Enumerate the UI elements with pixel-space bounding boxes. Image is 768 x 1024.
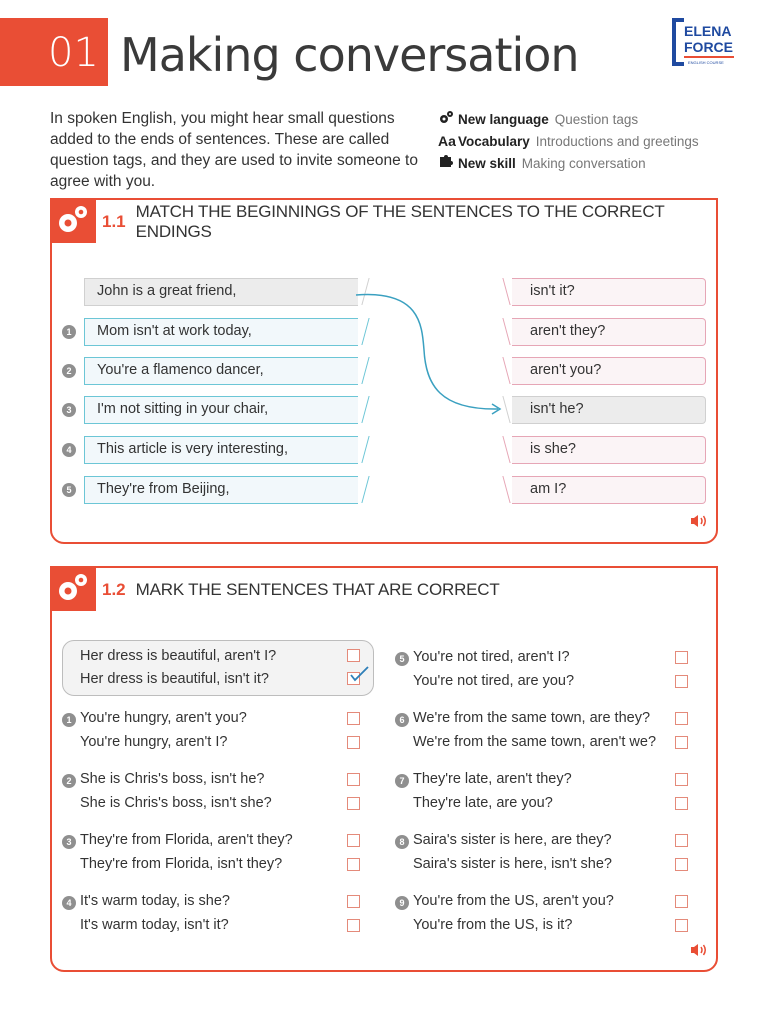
exercise-number: 1.2 [102, 580, 126, 599]
example-sentence-a: Her dress is beautiful, aren't I? [80, 648, 277, 664]
sentence-option-a: It's warm today, is she? [80, 893, 230, 909]
exercise-1-2 [50, 566, 718, 972]
checkbox[interactable] [675, 797, 688, 810]
sentence-ending[interactable]: is she? [512, 436, 706, 464]
meta-key: New language [458, 111, 549, 127]
checkbox[interactable] [347, 797, 360, 810]
sentence-option-a: Saira's sister is here, are they? [413, 832, 612, 848]
sentence-option-b: We're from the same town, aren't we? [413, 734, 657, 750]
sentence-option-a: They're late, aren't they? [413, 771, 572, 787]
item-number: 4 [62, 896, 76, 910]
sentence-option-a: They're from Florida, aren't they? [80, 832, 293, 848]
checkbox[interactable] [347, 919, 360, 932]
exercise-title: MATCH THE BEGINNINGS OF THE SENTENCES TO THE CORRECT ENDINGS [135, 202, 665, 241]
checkbox[interactable] [675, 895, 688, 908]
sentence-option-a: You're not tired, aren't I? [413, 649, 570, 665]
logo-line-3: ENGLISH COURSE [688, 60, 724, 65]
checkbox[interactable] [347, 736, 360, 749]
checkbox[interactable] [347, 895, 360, 908]
sentence-option-b: It's warm today, isn't it? [80, 917, 229, 933]
gears-icon [50, 567, 96, 611]
intro-text: In spoken English, you might hear small questions added to the ends of sentences. These are called question tags, and they are used to invite someone to agree with you. [50, 110, 418, 190]
meta-value: Making conversation [521, 155, 646, 171]
meta-key: Vocabulary [458, 133, 530, 149]
sentence-beginning[interactable]: They're from Beijing, [84, 476, 358, 504]
meta-value: Introductions and greetings [535, 133, 699, 149]
checkbox[interactable] [347, 834, 360, 847]
sentence-option-b: She is Chris's boss, isn't she? [80, 795, 272, 811]
logo-line-2: FORCE [684, 39, 733, 55]
sentence-option-b: They're from Florida, isn't they? [80, 856, 283, 872]
item-number: 1 [62, 325, 76, 339]
logo-line-1: ELENA [684, 23, 732, 39]
checkbox[interactable] [347, 858, 360, 871]
sentence-option-b: You're not tired, are you? [413, 673, 575, 689]
audio-icon[interactable] [690, 943, 708, 957]
checkbox[interactable] [675, 651, 688, 664]
sentence-option-b: You're from the US, is it? [413, 917, 573, 933]
checkbox[interactable] [675, 834, 688, 847]
sentence-ending[interactable]: aren't they? [512, 318, 706, 346]
item-number: 2 [62, 774, 76, 788]
checkbox[interactable] [675, 858, 688, 871]
item-number: 5 [62, 483, 76, 497]
sentence-option-a: You're hungry, aren't you? [80, 710, 247, 726]
sentence-option-a: You're from the US, aren't you? [413, 893, 614, 909]
sentence-beginning[interactable]: Mom isn't at work today, [84, 318, 358, 346]
item-number: 6 [395, 713, 409, 727]
item-number: 2 [62, 364, 76, 378]
example-sentence-b: Her dress is beautiful, isn't it? [80, 671, 269, 687]
checkbox[interactable] [675, 919, 688, 932]
sentence-beginning[interactable]: You're a flamenco dancer, [84, 357, 358, 385]
example-checkbox-a [347, 649, 360, 662]
example-beginning: John is a great friend, [84, 278, 358, 306]
checkbox[interactable] [347, 773, 360, 786]
checkbox[interactable] [675, 736, 688, 749]
item-number: 1 [62, 713, 76, 727]
sentence-beginning[interactable]: This article is very interesting, [84, 436, 358, 464]
sentence-ending[interactable]: aren't you? [512, 357, 706, 385]
checkbox[interactable] [675, 712, 688, 725]
sentence-ending[interactable]: am I? [512, 476, 706, 504]
item-number: 3 [62, 835, 76, 849]
unit-number: 01 [48, 30, 99, 76]
item-number: 5 [395, 652, 409, 666]
item-number: 8 [395, 835, 409, 849]
checkmark-icon [348, 665, 370, 683]
audio-icon[interactable] [690, 514, 708, 528]
item-number: 4 [62, 443, 76, 457]
exercise-header [52, 568, 500, 612]
meta-key: New skill [458, 155, 516, 171]
sentence-option-b: You're hungry, aren't I? [80, 734, 228, 750]
item-number: 3 [62, 403, 76, 417]
exercise-title: MARK THE SENTENCES THAT ARE CORRECT [135, 580, 500, 599]
sentence-option-b: Saira's sister is here, isn't she? [413, 856, 612, 872]
checkbox[interactable] [675, 675, 688, 688]
sentence-ending[interactable]: isn't it? [512, 278, 706, 306]
unit-title: Making conversation [120, 28, 579, 82]
exercise-number: 1.1 [102, 212, 126, 231]
checkbox[interactable] [675, 773, 688, 786]
item-number: 9 [395, 896, 409, 910]
sentence-option-a: She is Chris's boss, isn't he? [80, 771, 265, 787]
meta-value: Question tags [554, 111, 639, 127]
sentence-option-b: They're late, are you? [413, 795, 553, 811]
sentence-beginning[interactable]: I'm not sitting in your chair, [84, 396, 358, 424]
aa-icon: Aa [438, 132, 456, 149]
item-number: 7 [395, 774, 409, 788]
sentence-option-a: We're from the same town, are they? [413, 710, 651, 726]
checkbox[interactable] [347, 712, 360, 725]
example-ending: isn't he? [512, 396, 706, 424]
